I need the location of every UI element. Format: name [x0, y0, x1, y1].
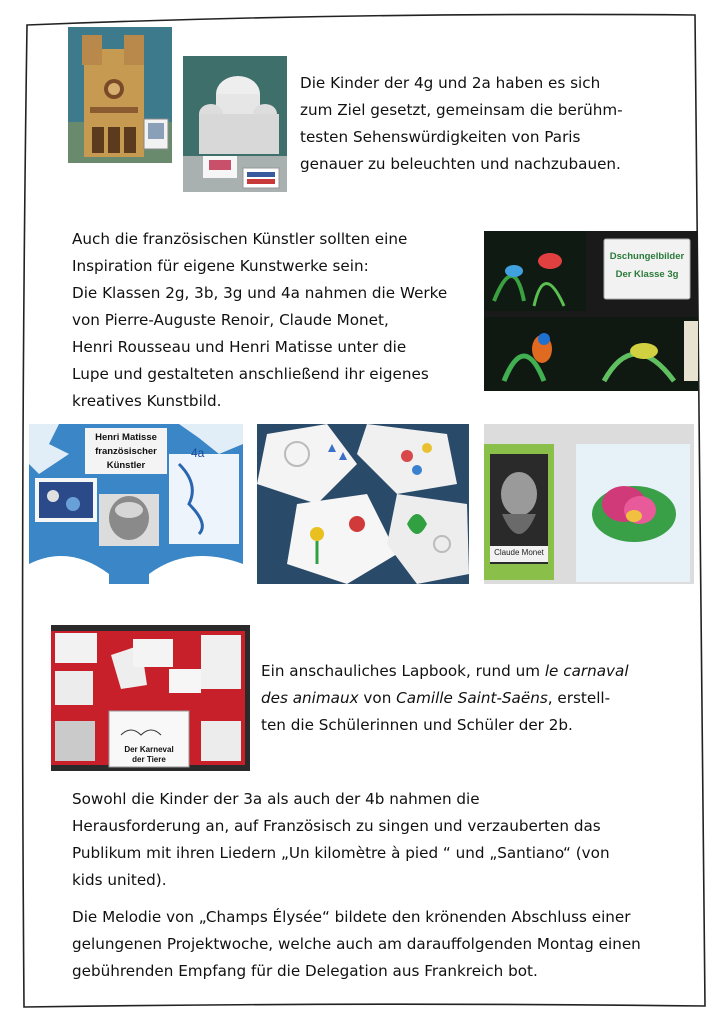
singing-paragraph — [72, 786, 610, 894]
text-line: kreatives Kunstbild. — [72, 392, 222, 410]
jungle-sign-label-1: Dschungelbilder — [609, 251, 685, 262]
text-line: von Pierre-Auguste Renoir, Claude Monet, — [72, 311, 389, 329]
jungle-sign-label-2: Der Klasse 3g — [615, 269, 679, 280]
text-line: Lupe und gestalteten anschließend ihr eigenes — [72, 365, 429, 383]
matisse-label-1: Henri Matisse — [95, 432, 157, 443]
matisse-class-label: 4a — [191, 446, 205, 460]
text-line: kids united). — [72, 871, 167, 889]
matisse-label-3: Künstler — [106, 460, 146, 471]
text-segment: , erstell- — [547, 689, 611, 707]
text-line: Herausforderung an, auf Französisch zu singen und verzauberten das — [72, 817, 601, 835]
closing-paragraph — [72, 904, 641, 985]
text-line: testen Sehenswürdigkeiten von Paris — [300, 128, 581, 146]
photo-sacre-coeur-model — [183, 56, 287, 192]
lapbook-label-1: Der Karneval — [124, 745, 174, 754]
text-line — [261, 658, 629, 685]
text-segment: von — [358, 689, 397, 707]
text-segment: Ein anschauliches Lapbook, rund um — [261, 662, 545, 680]
lapbook-label-2: der Tiere — [132, 755, 166, 764]
text-line: gelungenen Projektwoche, welche auch am darauffolgenden Montag einen — [72, 935, 641, 953]
lapbook-paragraph — [261, 658, 629, 739]
photo-painted-umbrellas — [257, 424, 469, 584]
text-italic: le carnaval — [544, 662, 629, 680]
photo-jungle-pictures — [484, 231, 698, 391]
photo-monet-water-lily — [484, 424, 694, 584]
text-line — [261, 685, 629, 712]
photo-lapbook — [51, 625, 250, 771]
text-line: Sowohl die Kinder der 3a als auch der 4b nahmen die — [72, 790, 480, 808]
text-line: Inspiration für eigene Kunstwerke sein: — [72, 257, 369, 275]
photo-notre-dame-model — [68, 27, 172, 163]
text-line: Henri Rousseau und Henri Matisse unter die — [72, 338, 407, 356]
text-line: Auch die französischen Künstler sollten eine — [72, 230, 408, 248]
matisse-label-2: französischer — [95, 446, 157, 457]
text-line: Publikum mit ihren Liedern „Un kilomètre à pied “ und „Santiano“ (von — [72, 844, 610, 862]
artists-paragraph — [72, 226, 447, 415]
intro-paragraph — [300, 70, 623, 178]
text-line: genauer zu beleuchten und nachzubauen. — [300, 155, 621, 173]
text-line: Die Melodie von „Champs Élysée“ bildete den krönenden Abschluss einer — [72, 908, 631, 926]
text-line: Die Klassen 2g, 3b, 3g und 4a nahmen die Werke — [72, 284, 448, 302]
text-line: zum Ziel gesetzt, gemeinsam die berühm- — [300, 101, 623, 119]
photo-matisse-poster — [29, 424, 243, 584]
text-italic: des animaux — [261, 689, 359, 707]
text-line: gebührenden Empfang für die Delegation aus Frankreich bot. — [72, 962, 538, 980]
text-italic: Camille Saint-Saëns — [396, 689, 548, 707]
monet-label: Claude Monet — [494, 548, 544, 557]
text-line: Die Kinder der 4g und 2a haben es sich — [300, 74, 601, 92]
text-line: ten die Schülerinnen und Schüler der 2b. — [261, 716, 573, 734]
